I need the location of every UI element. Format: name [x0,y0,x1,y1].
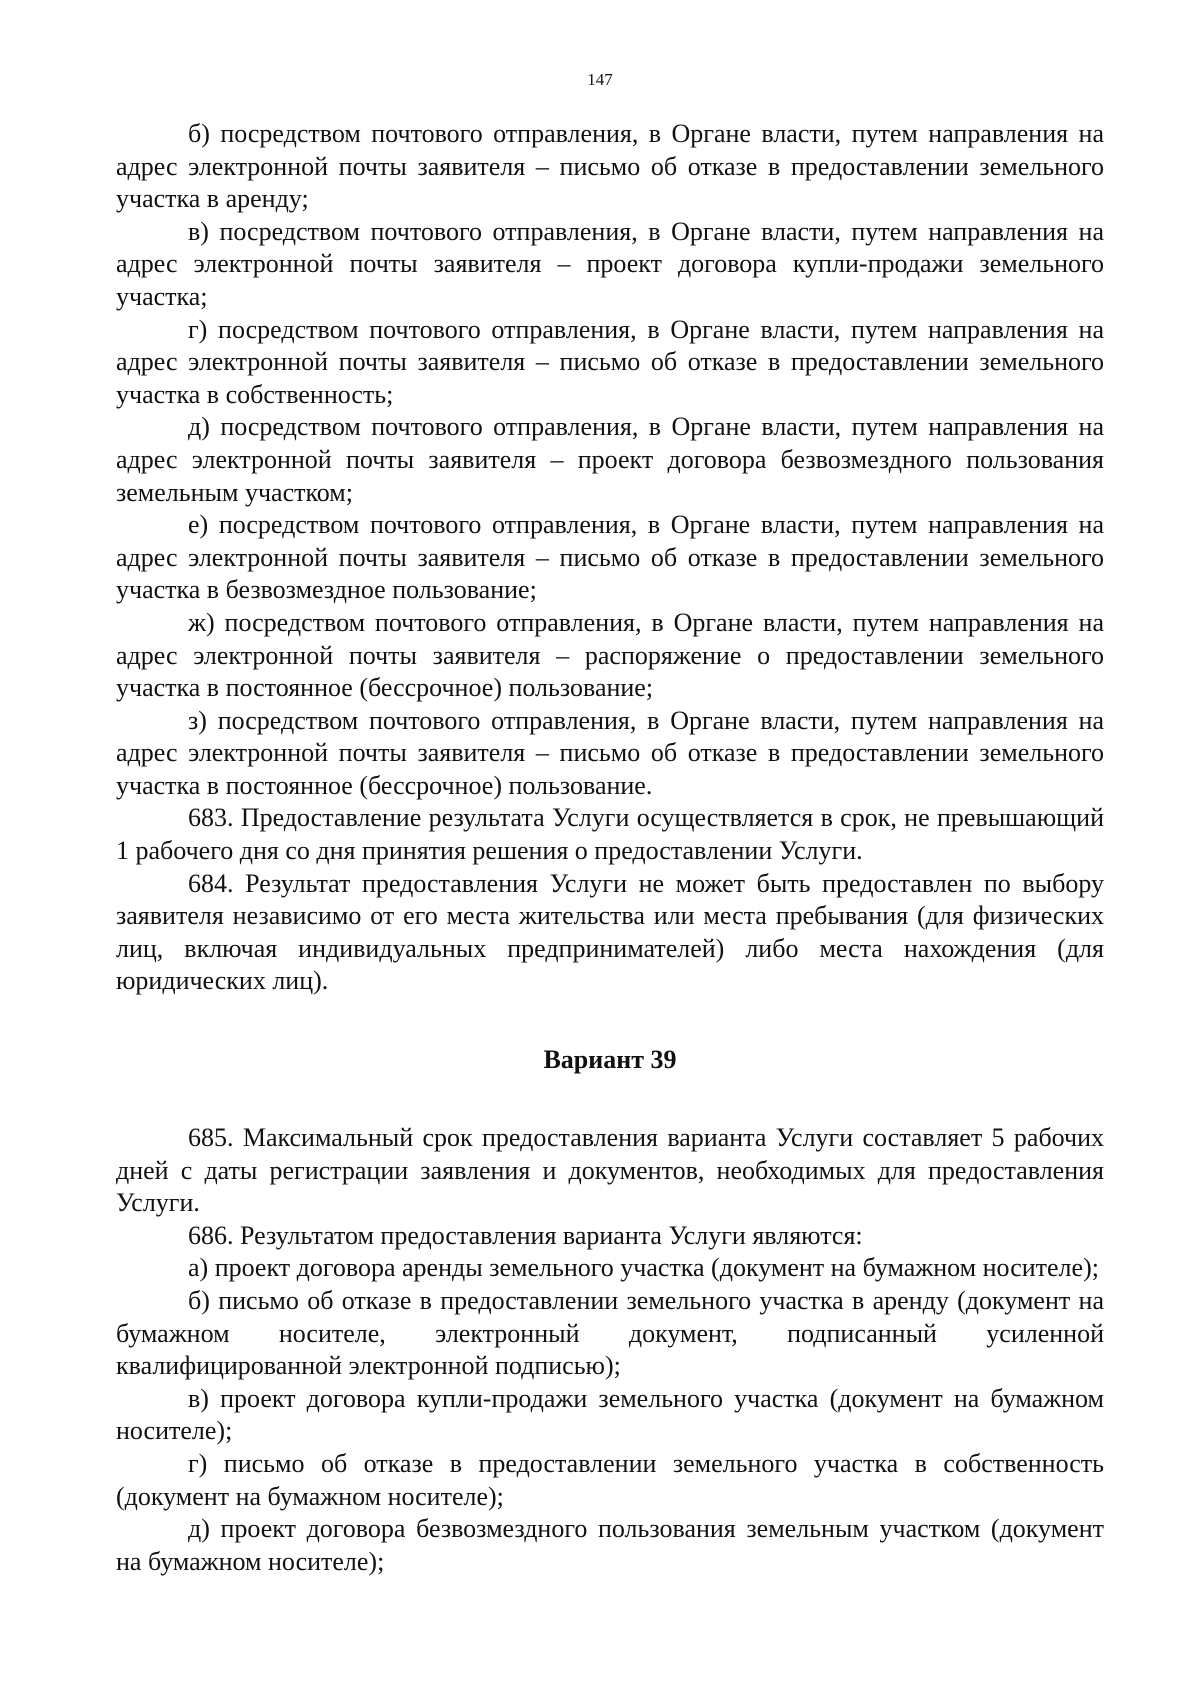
document-body [116,118,1104,1578]
paragraph-d-mail-free-use-contract: д) посредством почтового отправления, в Органе власти, путем направления на адрес электронной почты заявителя – проект договора безвозмездного пользования земельным участком; [116,412,1104,507]
list-item-b: б) письмо об отказе в предоставлении земельного участка в аренду (документ на бумажном носителе, электронный документ, подписанный усиленной квалифицированной электронной подписью); [116,1286,1104,1381]
paragraph-z-mail-refusal-permanent-use: з) посредством почтового отправления, в Органе власти, путем направления на адрес электронной почты заявителя – письмо об отказе в предоставлении земельного участка в постоянное (бессрочное) пользование. [116,705,1104,800]
section-heading: Вариант 39 [543,1045,677,1075]
paragraph-683: 683. Предоставление результата Услуги осуществляется в срок, не превышающий 1 рабочего дня со дня принятия решения о предоставлении Услуги. [116,803,1104,866]
list-item-a: а) проект договора аренды земельного участка (документ на бумажном носителе); [188,1253,1099,1283]
paragraph-zh-mail-permanent-use-order: ж) посредством почтового отправления, в Органе власти, путем направления на адрес электронной почты заявителя – распоряжение о предоставлении земельного участка в постоянное (бессрочное) пользование; [116,607,1104,703]
paragraph-686: 686. Результатом предоставления варианта Услуги являются: [188,1220,863,1250]
list-item-g: г) письмо об отказе в предоставлении земельного участка в собственность (документ на бумажном носителе); [116,1448,1104,1511]
list-item-d: д) проект договора безвозмездного пользования земельным участком (документ на бумажном носителе); [116,1514,1104,1576]
paragraph-v-mail-sale-contract: в) посредством почтового отправления, в Органе власти, путем направления на адрес электронной почты заявителя – проект договора купли-продажи земельного участка; [116,216,1104,311]
paragraph-685: 685. Максимальный срок предоставления варианта Услуги составляет 5 рабочих дней с даты регистрации заявления и документов, необходимых для предоставления Услуги. [116,1123,1104,1218]
page-number: 147 [587,70,613,89]
paragraph-b-mail-refusal-lease: б) посредством почтового отправления, в Органе власти, путем направления на адрес электронной почты заявителя – письмо об отказе в предоставлении земельного участка в аренду; [116,119,1104,214]
list-item-v: в) проект договора купли-продажи земельного участка (документ на бумажном носителе); [116,1383,1104,1446]
paragraph-684: 684. Результат предоставления Услуги не может быть предоставлен по выбору заявителя независимо от его места жительства или места пребывания (для физических лиц, включая индивидуальных предпринимателей) либо места нахождения (для юридических лиц). [116,868,1104,996]
paragraph-g-mail-refusal-ownership: г) посредством почтового отправления, в Органе власти, путем направления на адрес электронной почты заявителя – письмо об отказе в предоставлении земельного участка в собственность; [116,314,1104,409]
paragraph-e-mail-refusal-free-use: е) посредством почтового отправления, в Органе власти, путем направления на адрес электронной почты заявителя – письмо об отказе в предоставлении земельного участка в безвозмездное пользование; [116,510,1104,605]
